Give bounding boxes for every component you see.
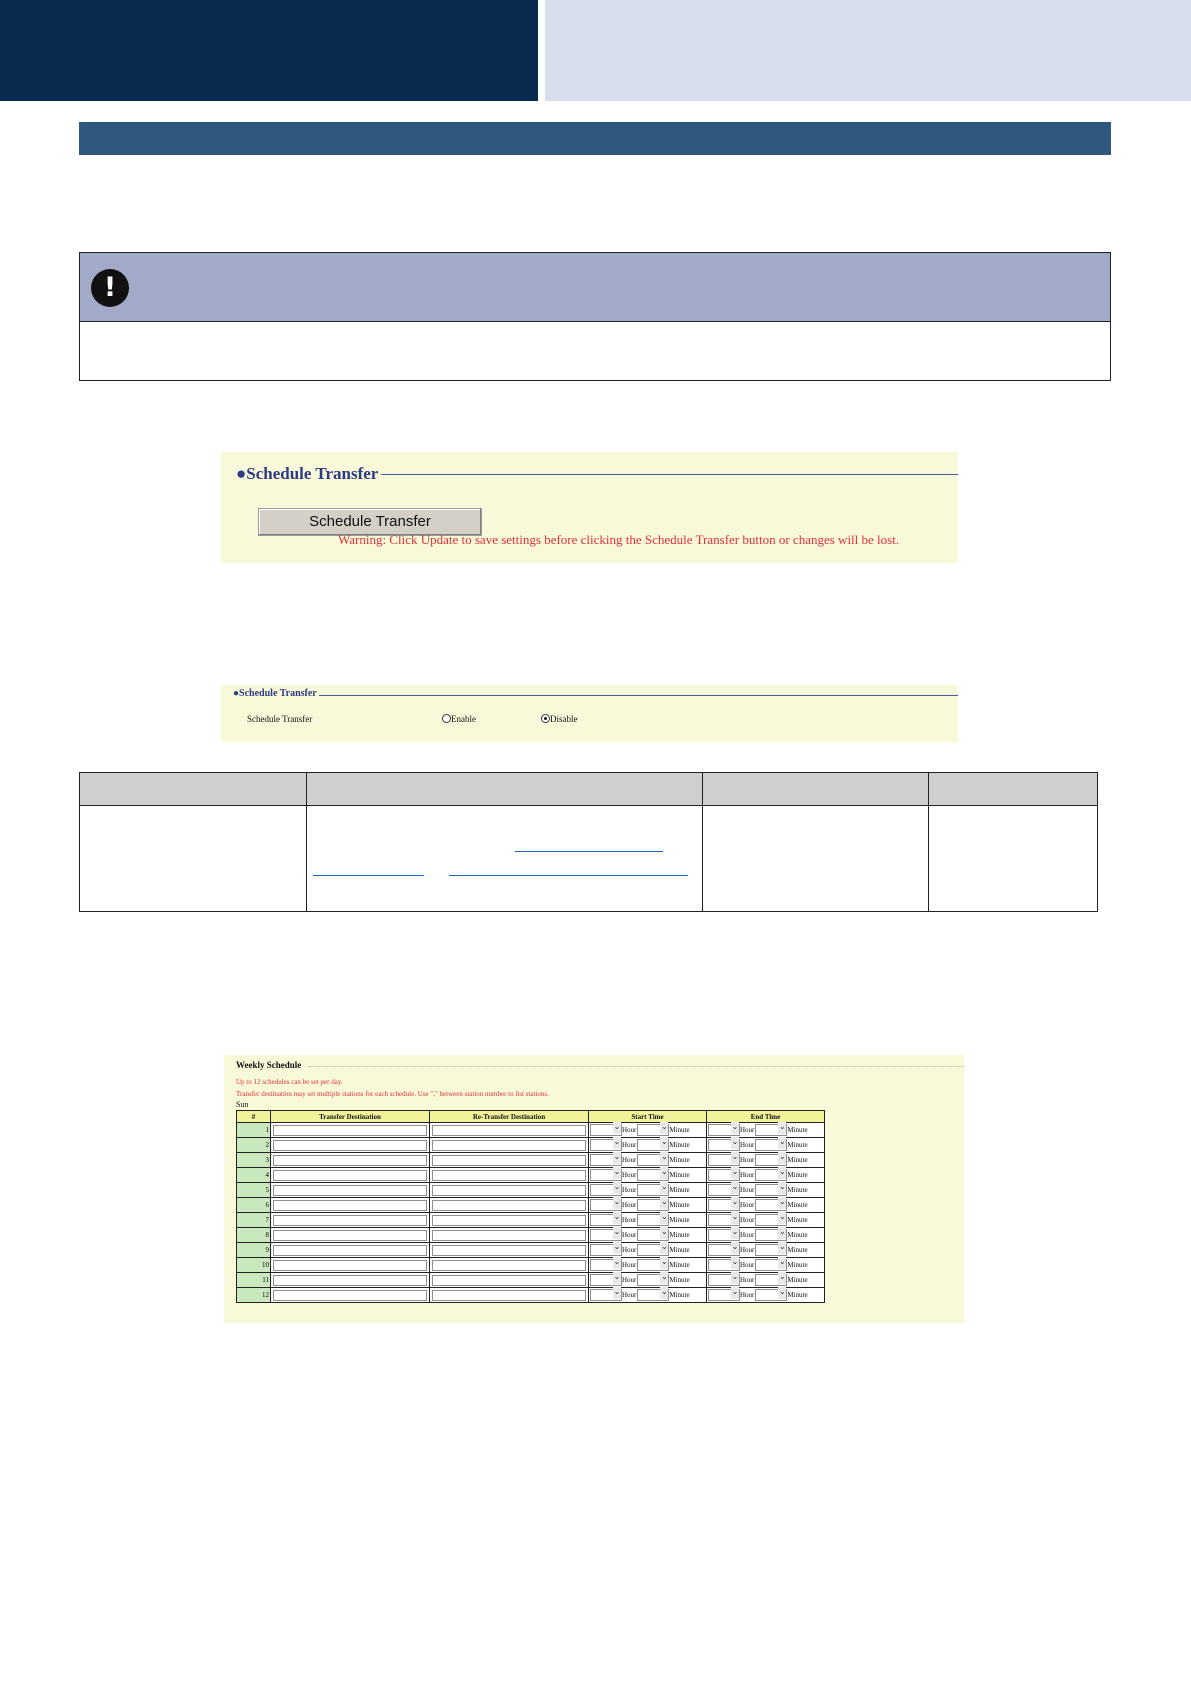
table-row bbox=[237, 1153, 825, 1168]
start-minute-select[interactable] bbox=[637, 1229, 669, 1241]
transfer-destination-cell bbox=[271, 1243, 430, 1258]
weekly-schedule-table bbox=[236, 1110, 825, 1303]
retransfer-destination-cell bbox=[430, 1273, 589, 1288]
end-minute-select[interactable] bbox=[755, 1154, 787, 1166]
end-minute-select[interactable] bbox=[755, 1259, 787, 1271]
end-time-cell bbox=[707, 1168, 825, 1183]
transfer-destination-input[interactable] bbox=[273, 1170, 427, 1181]
table-header-cell bbox=[307, 773, 703, 806]
setting-label: Schedule Transfer bbox=[247, 714, 313, 724]
hour-label: Hour bbox=[740, 1186, 755, 1194]
retransfer-destination-cell bbox=[430, 1288, 589, 1303]
table-header-cell bbox=[703, 773, 929, 806]
retransfer-destination-input[interactable] bbox=[432, 1260, 586, 1271]
end-hour-select[interactable] bbox=[708, 1139, 740, 1151]
end-minute-select[interactable] bbox=[755, 1274, 787, 1286]
end-time-cell bbox=[707, 1213, 825, 1228]
transfer-destination-input[interactable] bbox=[273, 1140, 427, 1151]
minute-label: Minute bbox=[787, 1171, 808, 1179]
start-minute-select[interactable] bbox=[637, 1184, 669, 1196]
hour-label: Hour bbox=[622, 1156, 637, 1164]
retransfer-destination-cell bbox=[430, 1228, 589, 1243]
row-number: 9 bbox=[237, 1243, 271, 1258]
table-header-cell bbox=[929, 773, 1098, 806]
start-minute-select[interactable] bbox=[637, 1274, 669, 1286]
row-number: 12 bbox=[237, 1288, 271, 1303]
start-hour-select[interactable] bbox=[590, 1154, 622, 1166]
schedule-transfer-screenshot bbox=[221, 452, 958, 563]
table-row bbox=[237, 1258, 825, 1273]
start-time-cell bbox=[589, 1228, 707, 1243]
minute-label: Minute bbox=[669, 1276, 690, 1284]
end-minute-select[interactable] bbox=[755, 1229, 787, 1241]
retransfer-destination-input[interactable] bbox=[432, 1245, 586, 1256]
start-hour-select[interactable] bbox=[590, 1244, 622, 1256]
start-time-cell bbox=[589, 1183, 707, 1198]
row-number: 5 bbox=[237, 1183, 271, 1198]
hour-label: Hour bbox=[740, 1156, 755, 1164]
end-hour-select[interactable] bbox=[708, 1214, 740, 1226]
transfer-destination-input[interactable] bbox=[273, 1125, 427, 1136]
minute-label: Minute bbox=[669, 1291, 690, 1299]
column-header-transfer-destination: Transfer Destination bbox=[271, 1111, 430, 1123]
important-notice-header bbox=[80, 253, 1110, 322]
section-title: ●Schedule Transfer bbox=[233, 688, 317, 699]
hour-label: Hour bbox=[740, 1291, 755, 1299]
row-number: 3 bbox=[237, 1153, 271, 1168]
start-minute-select[interactable] bbox=[637, 1259, 669, 1271]
transfer-destination-input[interactable] bbox=[273, 1200, 427, 1211]
retransfer-destination-input[interactable] bbox=[432, 1125, 586, 1136]
end-hour-select[interactable] bbox=[708, 1169, 740, 1181]
hour-label: Hour bbox=[622, 1291, 637, 1299]
hour-label: Hour bbox=[622, 1231, 637, 1239]
start-hour-select[interactable] bbox=[590, 1214, 622, 1226]
retransfer-destination-cell bbox=[430, 1258, 589, 1273]
hour-label: Hour bbox=[740, 1171, 755, 1179]
start-time-cell bbox=[589, 1243, 707, 1258]
section-title-bar bbox=[79, 122, 1111, 155]
row-number: 1 bbox=[237, 1123, 271, 1138]
start-time-cell bbox=[589, 1123, 707, 1138]
minute-label: Minute bbox=[669, 1246, 690, 1254]
row-number: 2 bbox=[237, 1138, 271, 1153]
minute-label: Minute bbox=[787, 1141, 808, 1149]
minute-label: Minute bbox=[669, 1141, 690, 1149]
end-time-cell bbox=[707, 1198, 825, 1213]
table-cell bbox=[80, 806, 307, 912]
end-time-cell bbox=[707, 1123, 825, 1138]
retransfer-destination-cell bbox=[430, 1138, 589, 1153]
enable-radio-option[interactable] bbox=[442, 714, 476, 724]
enable-label: Enable bbox=[451, 714, 476, 724]
transfer-destination-cell bbox=[271, 1273, 430, 1288]
end-minute-select[interactable] bbox=[755, 1139, 787, 1151]
start-time-cell bbox=[589, 1153, 707, 1168]
retransfer-destination-input[interactable] bbox=[432, 1215, 586, 1226]
hour-label: Hour bbox=[740, 1231, 755, 1239]
transfer-destination-cell bbox=[271, 1153, 430, 1168]
minute-label: Minute bbox=[669, 1186, 690, 1194]
transfer-destination-cell bbox=[271, 1138, 430, 1153]
column-header-number: # bbox=[237, 1111, 271, 1123]
end-minute-select[interactable] bbox=[755, 1214, 787, 1226]
enable-radio[interactable] bbox=[442, 714, 451, 723]
minute-label: Minute bbox=[787, 1186, 808, 1194]
table-row bbox=[237, 1213, 825, 1228]
hour-label: Hour bbox=[740, 1276, 755, 1284]
end-time-cell bbox=[707, 1258, 825, 1273]
retransfer-destination-cell bbox=[430, 1153, 589, 1168]
hour-label: Hour bbox=[622, 1186, 637, 1194]
end-hour-select[interactable] bbox=[708, 1229, 740, 1241]
hour-label: Hour bbox=[622, 1216, 637, 1224]
column-header-end-time: End Time bbox=[707, 1111, 825, 1123]
day-label: Sun bbox=[236, 1100, 249, 1109]
retransfer-destination-input[interactable] bbox=[432, 1155, 586, 1166]
transfer-destination-input[interactable] bbox=[273, 1275, 427, 1286]
start-hour-select[interactable] bbox=[590, 1169, 622, 1181]
start-hour-select[interactable] bbox=[590, 1184, 622, 1196]
end-time-cell bbox=[707, 1228, 825, 1243]
weekly-schedule-screenshot bbox=[224, 1055, 964, 1323]
end-minute-select[interactable] bbox=[755, 1199, 787, 1211]
hour-label: Hour bbox=[740, 1201, 755, 1209]
minute-label: Minute bbox=[787, 1126, 808, 1134]
retransfer-destination-input[interactable] bbox=[432, 1140, 586, 1151]
table-row bbox=[237, 1198, 825, 1213]
hour-label: Hour bbox=[740, 1261, 755, 1269]
table-row bbox=[237, 1138, 825, 1153]
hour-label: Hour bbox=[622, 1201, 637, 1209]
end-time-cell bbox=[707, 1153, 825, 1168]
retransfer-destination-input[interactable] bbox=[432, 1200, 586, 1211]
retransfer-destination-cell bbox=[430, 1198, 589, 1213]
start-minute-select[interactable] bbox=[637, 1169, 669, 1181]
end-time-cell bbox=[707, 1273, 825, 1288]
minute-label: Minute bbox=[669, 1126, 690, 1134]
table-row bbox=[237, 1288, 825, 1303]
transfer-destination-input[interactable] bbox=[273, 1230, 427, 1241]
minute-label: Minute bbox=[669, 1171, 690, 1179]
table-row bbox=[237, 1273, 825, 1288]
table-header-cell bbox=[80, 773, 307, 806]
minute-label: Minute bbox=[787, 1216, 808, 1224]
section-rule bbox=[319, 695, 958, 696]
hour-label: Hour bbox=[622, 1261, 637, 1269]
table-header-row bbox=[80, 773, 1098, 806]
row-number: 7 bbox=[237, 1213, 271, 1228]
minute-label: Minute bbox=[669, 1201, 690, 1209]
reference-link[interactable] bbox=[449, 875, 688, 876]
retransfer-destination-input[interactable] bbox=[432, 1290, 586, 1301]
transfer-destination-input[interactable] bbox=[273, 1215, 427, 1226]
disable-radio-option[interactable] bbox=[541, 714, 578, 724]
end-time-cell bbox=[707, 1138, 825, 1153]
transfer-destination-cell bbox=[271, 1198, 430, 1213]
start-minute-select[interactable] bbox=[637, 1214, 669, 1226]
start-time-cell bbox=[589, 1213, 707, 1228]
table-cell bbox=[307, 806, 703, 912]
start-time-cell bbox=[589, 1273, 707, 1288]
minute-label: Minute bbox=[669, 1216, 690, 1224]
end-minute-select[interactable] bbox=[755, 1124, 787, 1136]
disable-label: Disable bbox=[550, 714, 578, 724]
section-title: ●Schedule Transfer bbox=[236, 464, 379, 483]
table-row bbox=[237, 1243, 825, 1258]
column-header-retransfer-destination: Re-Transfer Destination bbox=[430, 1111, 589, 1123]
start-time-cell bbox=[589, 1138, 707, 1153]
minute-label: Minute bbox=[787, 1156, 808, 1164]
transfer-destination-cell bbox=[271, 1288, 430, 1303]
retransfer-destination-input[interactable] bbox=[432, 1185, 586, 1196]
start-hour-select[interactable] bbox=[590, 1124, 622, 1136]
end-minute-select[interactable] bbox=[755, 1184, 787, 1196]
hour-label: Hour bbox=[622, 1171, 637, 1179]
header-band-dark bbox=[0, 0, 538, 101]
row-number: 6 bbox=[237, 1198, 271, 1213]
retransfer-destination-input[interactable] bbox=[432, 1275, 586, 1286]
table-row bbox=[237, 1183, 825, 1198]
retransfer-destination-cell bbox=[430, 1213, 589, 1228]
retransfer-destination-input[interactable] bbox=[432, 1230, 586, 1241]
start-hour-select[interactable] bbox=[590, 1259, 622, 1271]
hour-label: Hour bbox=[740, 1141, 755, 1149]
header-band-light bbox=[545, 0, 1191, 101]
end-hour-select[interactable] bbox=[708, 1244, 740, 1256]
table-row bbox=[237, 1228, 825, 1243]
transfer-destination-input[interactable] bbox=[273, 1185, 427, 1196]
table-row bbox=[237, 1168, 825, 1183]
transfer-destination-cell bbox=[271, 1228, 430, 1243]
column-header-start-time: Start Time bbox=[589, 1111, 707, 1123]
section-rule bbox=[308, 1066, 964, 1067]
schedule-limit-note: Up to 12 schedules can be set per day. bbox=[236, 1078, 343, 1086]
minute-label: Minute bbox=[787, 1291, 808, 1299]
transfer-destination-cell bbox=[271, 1213, 430, 1228]
end-minute-select[interactable] bbox=[755, 1169, 787, 1181]
transfer-destination-input[interactable] bbox=[273, 1245, 427, 1256]
disable-radio[interactable] bbox=[541, 714, 550, 723]
minute-label: Minute bbox=[669, 1156, 690, 1164]
transfer-destination-cell bbox=[271, 1183, 430, 1198]
retransfer-destination-input[interactable] bbox=[432, 1170, 586, 1181]
schedule-header-row bbox=[237, 1111, 825, 1123]
important-notice-box bbox=[79, 252, 1111, 381]
start-hour-select[interactable] bbox=[590, 1229, 622, 1241]
table-row bbox=[80, 806, 1098, 912]
start-minute-select[interactable] bbox=[637, 1289, 669, 1301]
start-minute-select[interactable] bbox=[637, 1124, 669, 1136]
table-row bbox=[237, 1123, 825, 1138]
retransfer-destination-cell bbox=[430, 1168, 589, 1183]
transfer-destination-input[interactable] bbox=[273, 1290, 427, 1301]
end-hour-select[interactable] bbox=[708, 1274, 740, 1286]
minute-label: Minute bbox=[669, 1231, 690, 1239]
transfer-destination-cell bbox=[271, 1258, 430, 1273]
schedule-transfer-setting-screenshot bbox=[221, 685, 958, 742]
start-minute-select[interactable] bbox=[637, 1199, 669, 1211]
end-time-cell bbox=[707, 1183, 825, 1198]
row-number: 8 bbox=[237, 1228, 271, 1243]
minute-label: Minute bbox=[787, 1201, 808, 1209]
hour-label: Hour bbox=[740, 1216, 755, 1224]
hour-label: Hour bbox=[622, 1126, 637, 1134]
hour-label: Hour bbox=[622, 1141, 637, 1149]
row-number: 10 bbox=[237, 1258, 271, 1273]
minute-label: Minute bbox=[787, 1246, 808, 1254]
reference-link[interactable] bbox=[313, 875, 424, 876]
transfer-destination-cell bbox=[271, 1168, 430, 1183]
schedule-transfer-button[interactable]: Schedule Transfer bbox=[258, 508, 482, 536]
end-hour-select[interactable] bbox=[708, 1259, 740, 1271]
row-number: 4 bbox=[237, 1168, 271, 1183]
table-cell bbox=[703, 806, 929, 912]
section-rule bbox=[381, 474, 958, 475]
start-hour-select[interactable] bbox=[590, 1199, 622, 1211]
start-hour-select[interactable] bbox=[590, 1289, 622, 1301]
start-time-cell bbox=[589, 1258, 707, 1273]
retransfer-destination-cell bbox=[430, 1123, 589, 1138]
minute-label: Minute bbox=[787, 1276, 808, 1284]
minute-label: Minute bbox=[669, 1261, 690, 1269]
settings-description-table bbox=[79, 772, 1098, 912]
retransfer-destination-cell bbox=[430, 1243, 589, 1258]
hour-label: Hour bbox=[740, 1246, 755, 1254]
retransfer-destination-cell bbox=[430, 1183, 589, 1198]
end-time-cell bbox=[707, 1288, 825, 1303]
transfer-destination-input[interactable] bbox=[273, 1155, 427, 1166]
hour-label: Hour bbox=[740, 1126, 755, 1134]
end-hour-select[interactable] bbox=[708, 1124, 740, 1136]
start-hour-select[interactable] bbox=[590, 1139, 622, 1151]
exclamation-icon: ! bbox=[91, 269, 129, 307]
start-time-cell bbox=[589, 1198, 707, 1213]
start-hour-select[interactable] bbox=[590, 1274, 622, 1286]
start-minute-select[interactable] bbox=[637, 1244, 669, 1256]
start-minute-select[interactable] bbox=[637, 1139, 669, 1151]
minute-label: Minute bbox=[787, 1261, 808, 1269]
weekly-schedule-title: Weekly Schedule bbox=[236, 1060, 302, 1070]
start-minute-select[interactable] bbox=[637, 1154, 669, 1166]
transfer-destination-input[interactable] bbox=[273, 1260, 427, 1271]
reference-link[interactable] bbox=[515, 851, 663, 852]
start-time-cell bbox=[589, 1168, 707, 1183]
end-minute-select[interactable] bbox=[755, 1244, 787, 1256]
end-hour-select[interactable] bbox=[708, 1289, 740, 1301]
hour-label: Hour bbox=[622, 1246, 637, 1254]
end-hour-select[interactable] bbox=[708, 1184, 740, 1196]
save-warning-text: Warning: Click Update to save settings before clicking the Schedule Transfer button or changes will be lost. bbox=[338, 532, 900, 547]
end-hour-select[interactable] bbox=[708, 1154, 740, 1166]
minute-label: Minute bbox=[787, 1231, 808, 1239]
table-cell bbox=[929, 806, 1098, 912]
row-number: 11 bbox=[237, 1273, 271, 1288]
end-hour-select[interactable] bbox=[708, 1199, 740, 1211]
end-time-cell bbox=[707, 1243, 825, 1258]
hour-label: Hour bbox=[622, 1276, 637, 1284]
start-time-cell bbox=[589, 1288, 707, 1303]
end-minute-select[interactable] bbox=[755, 1289, 787, 1301]
multiple-stations-note: Transfer destination may set multiple stations for each schedule. Use "," between station number to list stations. bbox=[236, 1090, 549, 1098]
transfer-destination-cell bbox=[271, 1123, 430, 1138]
